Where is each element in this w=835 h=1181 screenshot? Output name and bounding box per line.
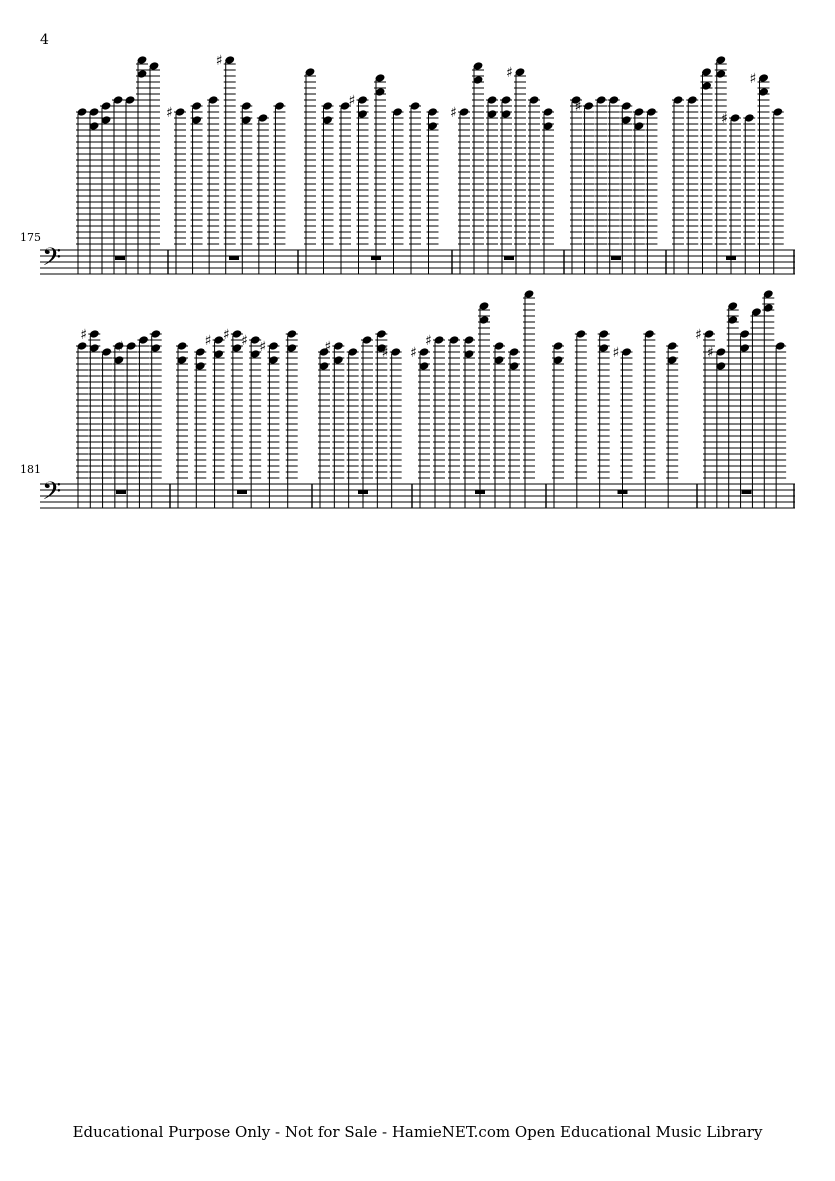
sharp-icon: ♯	[706, 345, 714, 361]
sharp-icon: ♯	[222, 327, 230, 343]
measure-number: 175	[20, 231, 41, 244]
sharp-icon: ♯	[259, 339, 267, 355]
measure-number: 181	[20, 463, 41, 476]
sharp-icon: ♯	[241, 333, 248, 349]
sharp-icon: ♯	[80, 327, 88, 343]
rest-icon	[742, 490, 752, 494]
sharp-icon: ♯	[324, 339, 332, 355]
sharp-icon: ♯	[425, 333, 432, 349]
sharp-icon: ♯	[506, 65, 513, 81]
sharp-icon: ♯	[410, 345, 417, 361]
bass-clef-icon: 𝄢	[42, 243, 62, 278]
rest-icon	[116, 490, 126, 494]
sharp-icon: ♯	[117, 339, 124, 355]
sharp-icon: ♯	[348, 93, 356, 109]
footer-text: Educational Purpose Only - Not for Sale - HamieNET.com Open Educational Music Library	[72, 1123, 763, 1141]
sharp-icon: ♯	[695, 327, 702, 343]
sharp-icon: ♯	[612, 345, 620, 361]
sharp-icon: ♯	[749, 71, 757, 87]
sharp-icon: ♯	[215, 53, 223, 69]
sharp-icon: ♯	[721, 111, 728, 127]
sharp-icon: ♯	[574, 99, 582, 115]
sharp-icon: ♯	[450, 105, 457, 121]
rest-icon	[237, 490, 247, 494]
bass-clef-icon: 𝄢	[42, 477, 62, 512]
sharp-icon: ♯	[381, 345, 389, 361]
sharp-icon: ♯	[204, 333, 212, 349]
staff-system-2	[0, 0, 835, 540]
page-number: 4	[40, 32, 49, 48]
sharp-icon: ♯	[166, 105, 173, 121]
